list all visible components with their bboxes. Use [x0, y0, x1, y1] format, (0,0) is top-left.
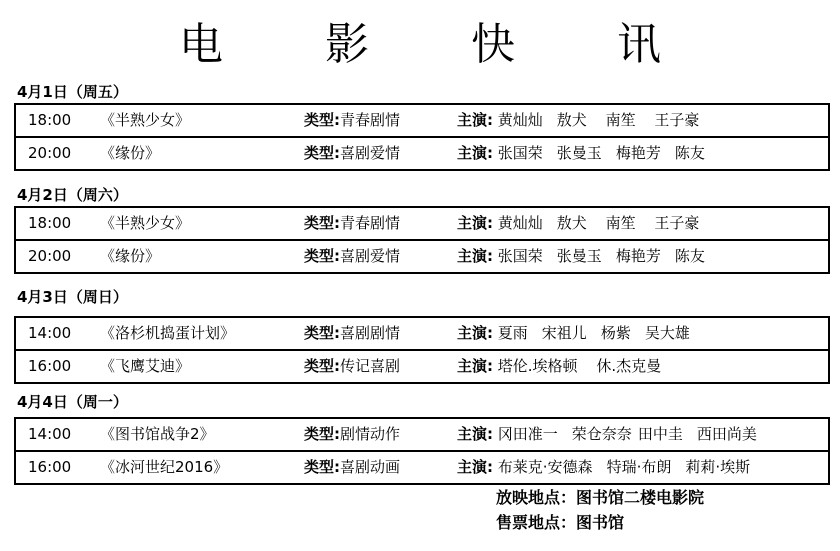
actor: 黄灿灿 [497, 111, 543, 129]
cast-label: 主演: [457, 425, 493, 443]
venue-info: 放映地点：图书馆二楼电影院 [496, 488, 705, 507]
actor: 张曼玉 [556, 144, 602, 162]
film-genre [304, 452, 400, 483]
actor: 张国荣 [497, 144, 543, 162]
film-row [16, 105, 828, 136]
genre-label: 类型: [304, 425, 340, 443]
cast-label: 主演: [457, 458, 493, 476]
film-cast [457, 351, 675, 382]
schedule-table [14, 206, 830, 274]
show-time: 16:00 [28, 458, 72, 476]
actor: 敖犬 [556, 111, 587, 129]
film-title: 《缘份》 [100, 144, 161, 162]
film-cast [457, 138, 719, 169]
show-time: 14:00 [28, 324, 72, 342]
actor: 敖犬 [556, 214, 587, 232]
film-row [16, 450, 828, 483]
genre-value: 传记喜剧 [340, 357, 401, 375]
genre-label: 类型: [304, 324, 340, 342]
actor: 莉莉·埃斯 [685, 458, 751, 476]
day-section [14, 83, 830, 171]
film-title: 《飞鹰艾迪》 [100, 357, 191, 375]
genre-label: 类型: [304, 111, 340, 129]
film-row [16, 318, 828, 349]
genre-value: 喜剧剧情 [340, 324, 401, 342]
show-time: 16:00 [28, 357, 72, 375]
day-section [14, 288, 830, 384]
actor: 陈友 [674, 247, 705, 265]
genre-value: 喜剧爱情 [340, 144, 401, 162]
film-title: 《洛杉机捣蛋计划》 [100, 324, 236, 342]
film-cast [457, 452, 750, 483]
genre-label: 类型: [304, 144, 340, 162]
actor: 南笙 [600, 214, 636, 232]
page-title: 电 影 快 讯 [179, 19, 705, 70]
actor: 布莱克·安德森 [497, 458, 593, 476]
genre-label: 类型: [304, 214, 340, 232]
show-time: 20:00 [28, 247, 72, 265]
schedule-table [14, 316, 830, 384]
actor: 特瑞·布朗 [606, 458, 672, 476]
film-genre [304, 318, 400, 349]
genre-label: 类型: [304, 357, 340, 375]
film-genre [304, 105, 400, 136]
genre-label: 类型: [304, 458, 340, 476]
actor: 杨紫 [600, 324, 631, 342]
show-time: 18:00 [28, 214, 72, 232]
actor: 南笙 [600, 111, 636, 129]
schedule-table [14, 103, 830, 171]
genre-value: 剧情动作 [340, 425, 401, 443]
actor: 休.杰克曼 [591, 357, 662, 375]
actor: 吴大雄 [644, 324, 690, 342]
film-genre [304, 351, 400, 382]
genre-value: 喜剧爱情 [340, 247, 401, 265]
cast-label: 主演: [457, 214, 493, 232]
film-title: 《缘份》 [100, 247, 161, 265]
film-genre [304, 208, 400, 239]
film-cast [457, 241, 719, 272]
day-label: 4月3日（周日） [17, 288, 128, 306]
actor: 张曼玉 [556, 247, 602, 265]
day-label: 4月2日（周六） [17, 186, 128, 204]
film-row [16, 239, 828, 272]
actor: 梅艳芳 [615, 144, 661, 162]
genre-value: 青春剧情 [340, 111, 401, 129]
film-cast [457, 318, 704, 349]
actor: 田中圭 [637, 425, 683, 443]
cast-label: 主演: [457, 357, 493, 375]
film-cast [457, 208, 713, 239]
day-label: 4月1日（周五） [17, 83, 128, 101]
ticket-info: 售票地点：图书馆 [496, 513, 625, 532]
actor: 王子豪 [649, 214, 700, 232]
film-title: 《半熟少女》 [100, 214, 191, 232]
actor: 荣仓奈奈 [571, 425, 632, 443]
genre-value: 喜剧动画 [340, 458, 401, 476]
cast-label: 主演: [457, 111, 493, 129]
day-label: 4月4日（周一） [17, 393, 128, 411]
day-section [14, 393, 830, 485]
show-time: 20:00 [28, 144, 72, 162]
actor: 西田尚美 [696, 425, 757, 443]
cast-label: 主演: [457, 324, 493, 342]
genre-label: 类型: [304, 247, 340, 265]
film-cast [457, 105, 713, 136]
actor: 张国荣 [497, 247, 543, 265]
actor: 塔伦.埃格顿 [497, 357, 578, 375]
film-genre [304, 419, 400, 450]
actor: 陈友 [674, 144, 705, 162]
day-section [14, 186, 830, 274]
film-title: 《冰河世纪2016》 [100, 458, 229, 476]
film-row [16, 136, 828, 169]
actor: 黄灿灿 [497, 214, 543, 232]
actor: 宋祖儿 [541, 324, 587, 342]
schedule-table [14, 417, 830, 485]
actor: 夏雨 [497, 324, 528, 342]
actor: 梅艳芳 [615, 247, 661, 265]
film-genre [304, 138, 400, 169]
film-genre [304, 241, 400, 272]
film-row [16, 349, 828, 382]
film-cast [457, 419, 771, 450]
show-time: 18:00 [28, 111, 72, 129]
show-time: 14:00 [28, 425, 72, 443]
film-row [16, 208, 828, 239]
actor: 冈田准一 [497, 425, 558, 443]
film-title: 《半熟少女》 [100, 111, 191, 129]
actor: 王子豪 [649, 111, 700, 129]
genre-value: 青春剧情 [340, 214, 401, 232]
film-row [16, 419, 828, 450]
film-title: 《图书馆战争2》 [100, 425, 215, 443]
cast-label: 主演: [457, 247, 493, 265]
cast-label: 主演: [457, 144, 493, 162]
